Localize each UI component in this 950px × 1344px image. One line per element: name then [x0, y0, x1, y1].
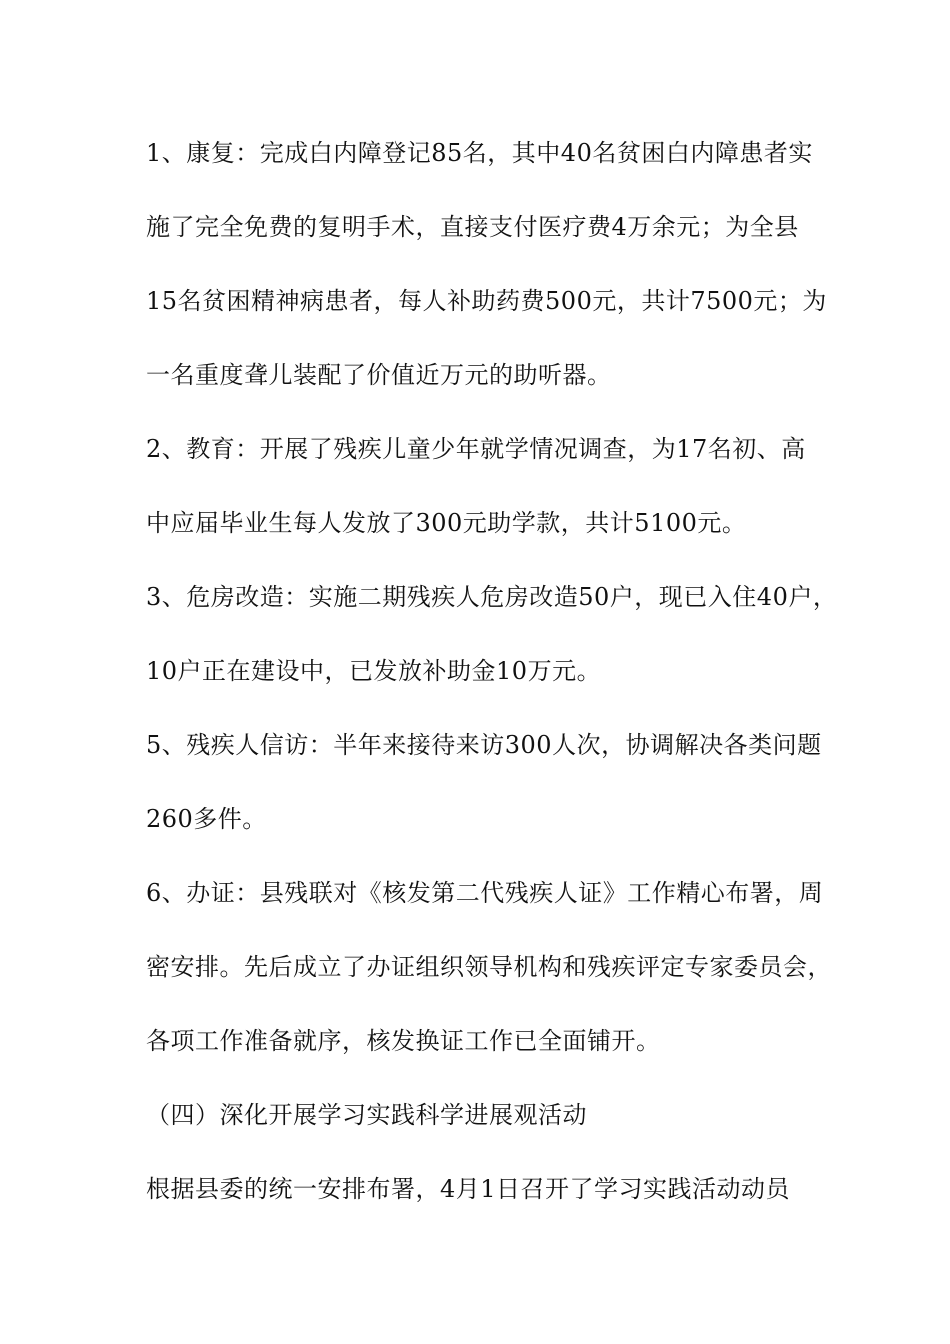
section-heading: （四）深化开展学习实践科学进展观活动: [146, 1101, 587, 1129]
paragraph-rehab-line-3: 15名贫困精神病患者，每人补助药费500元，共计7500元；为: [146, 287, 827, 315]
paragraph-rehab-line-2: 施了完全免费的复明手术，直接支付医疗费4万余元；为全县: [146, 213, 799, 241]
paragraph-certificate-line-2: 密安排。先后成立了办证组织领导机构和残疾评定专家委员会，: [146, 953, 832, 981]
paragraph-housing-line-2: 10户正在建设中，已发放补助金10万元。: [146, 657, 602, 685]
paragraph-education-line-2: 中应届毕业生每人发放了300元助学款，共计5100元。: [146, 509, 747, 537]
paragraph-certificate-line-1: 6、办证：县残联对《核发第二代残疾人证》工作精心布署，周: [146, 879, 824, 907]
paragraph-education-line-1: 2、教育：开展了残疾儿童少年就学情况调查，为17名初、高: [146, 435, 806, 463]
paragraph-rehab-line-1: 1、康复：完成白内障登记85名，其中40名贫困白内障患者实: [146, 139, 813, 167]
paragraph-housing-line-1: 3、危房改造：实施二期残疾人危房改造50户，现已入住40户，: [146, 583, 838, 611]
paragraph-petition-line-2: 260多件。: [146, 805, 267, 833]
paragraph-rehab-line-4: 一名重度聋儿装配了价值近万元的助听器。: [146, 361, 612, 389]
paragraph-petition-line-1: 5、残疾人信访：半年来接待来访300人次，协调解决各类问题: [146, 731, 822, 759]
paragraph-study-line-1: 根据县委的统一安排布署，4月1日召开了学习实践活动动员: [146, 1175, 791, 1203]
paragraph-certificate-line-3: 各项工作准备就序，核发换证工作已全面铺开。: [146, 1027, 661, 1055]
